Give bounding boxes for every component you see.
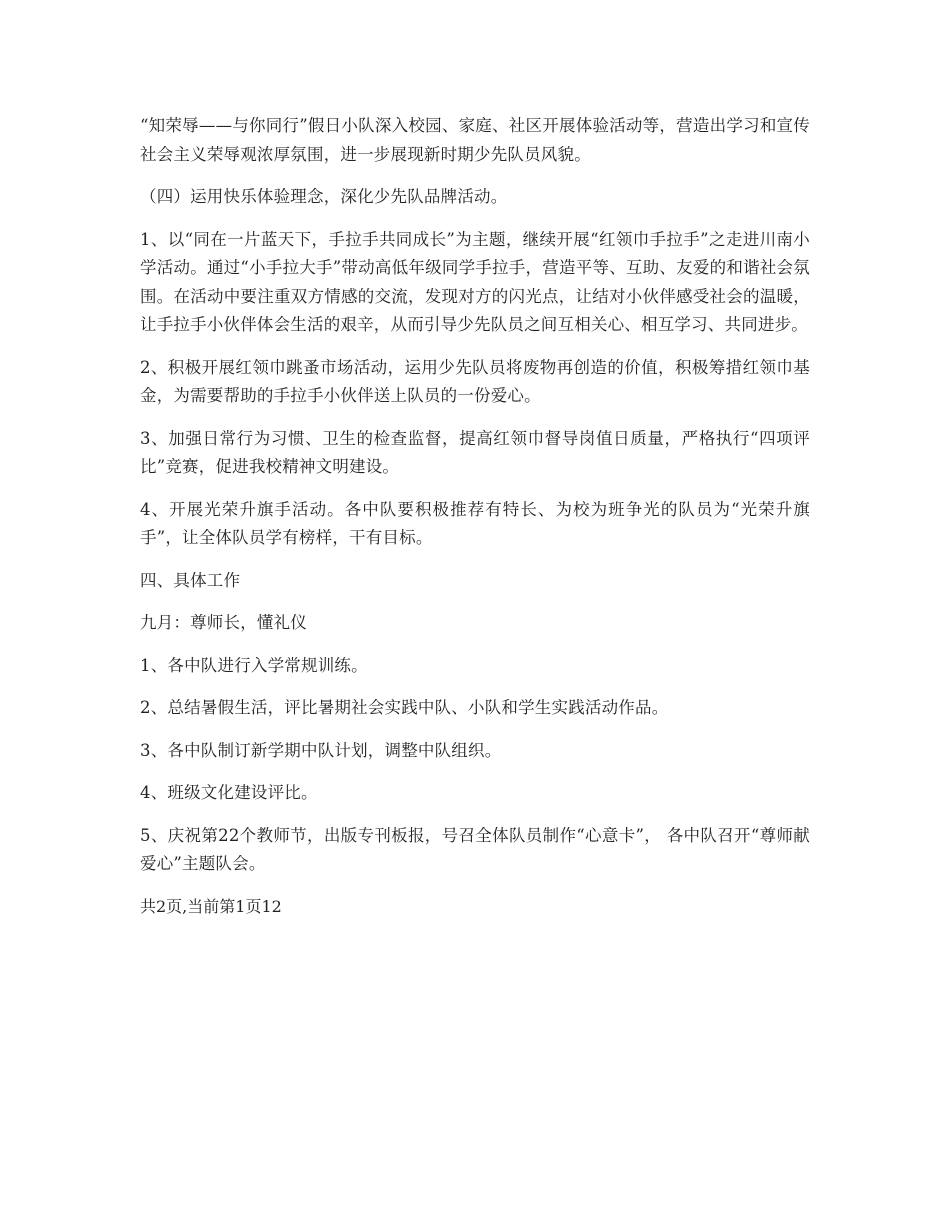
document-page (140, 112, 810, 937)
section-heading-brand-activities: （四）运用快乐体验理念，深化少先队品牌活动。 (140, 187, 508, 206)
paragraph-honor-activity: “知荣辱——与你同行”假日小队深入校园、家庭、社区开展体验活动等，营造出学习和宣传社会主义荣辱观浓厚氛围，进一步展现新时期少先队员风貌。 (140, 116, 810, 164)
list-item-september-3: 3、各中队制订新学期中队计划，调整中队组织。 (140, 740, 502, 760)
month-heading-september: 九月：尊师长，懂礼仪 (140, 613, 307, 632)
page-footer-pagination: 共2页,当前第1页12 (140, 896, 282, 916)
list-item-september-5: 5、庆祝第22个教师节，出版专刊板报，号召全体队员制作“心意卡”， 各中队召开“尊师献爱心”主题队会。 (140, 825, 810, 873)
section-heading-specific-work: 四、具体工作 (140, 570, 241, 590)
paragraph-item-4-flag-raiser: 4、开展光荣升旗手活动。各中队要积极推荐有特长、为校为班争光的队员为“光荣升旗手”，让全体队员学有榜样，干有目标。 (140, 499, 810, 547)
list-item-september-1: 1、各中队进行入学常规训练。 (140, 655, 368, 675)
list-item-september-2: 2、总结暑假生活，评比暑期社会实践中队、小队和学生实践活动作品。 (140, 698, 669, 717)
paragraph-item-3-inspection: 3、加强日常行为习惯、卫生的检查监督，提高红领巾督导岗值日质量，严格执行“四项评比”竞赛，促进我校精神文明建设。 (140, 428, 810, 476)
list-item-september-4: 4、班级文化建设评比。 (140, 783, 318, 802)
paragraph-item-2-flea-market: 2、积极开展红领巾跳蚤市场活动，运用少先队员将废物再创造的价值，积极筹措红领巾基金，为需要帮助的手拉手小伙伴送上队员的一份爱心。 (140, 357, 810, 405)
paragraph-item-1-hand-in-hand: 1、以“同在一片蓝天下，手拉手共同成长”为主题，继续开展“红领巾手拉手”之走进川南小学活动。通过“小手拉大手”带动高低年级同学手拉手，营造平等、互助、友爱的和谐社会氛围。在活动中要注重双方情感的交流，发现对方的闪光点，让结对小伙伴感受社会的温暖，让手拉手小伙伴体会生活的艰辛，从而引导少先队员之间互相关心、相互学习、共同进步。 (140, 229, 810, 334)
